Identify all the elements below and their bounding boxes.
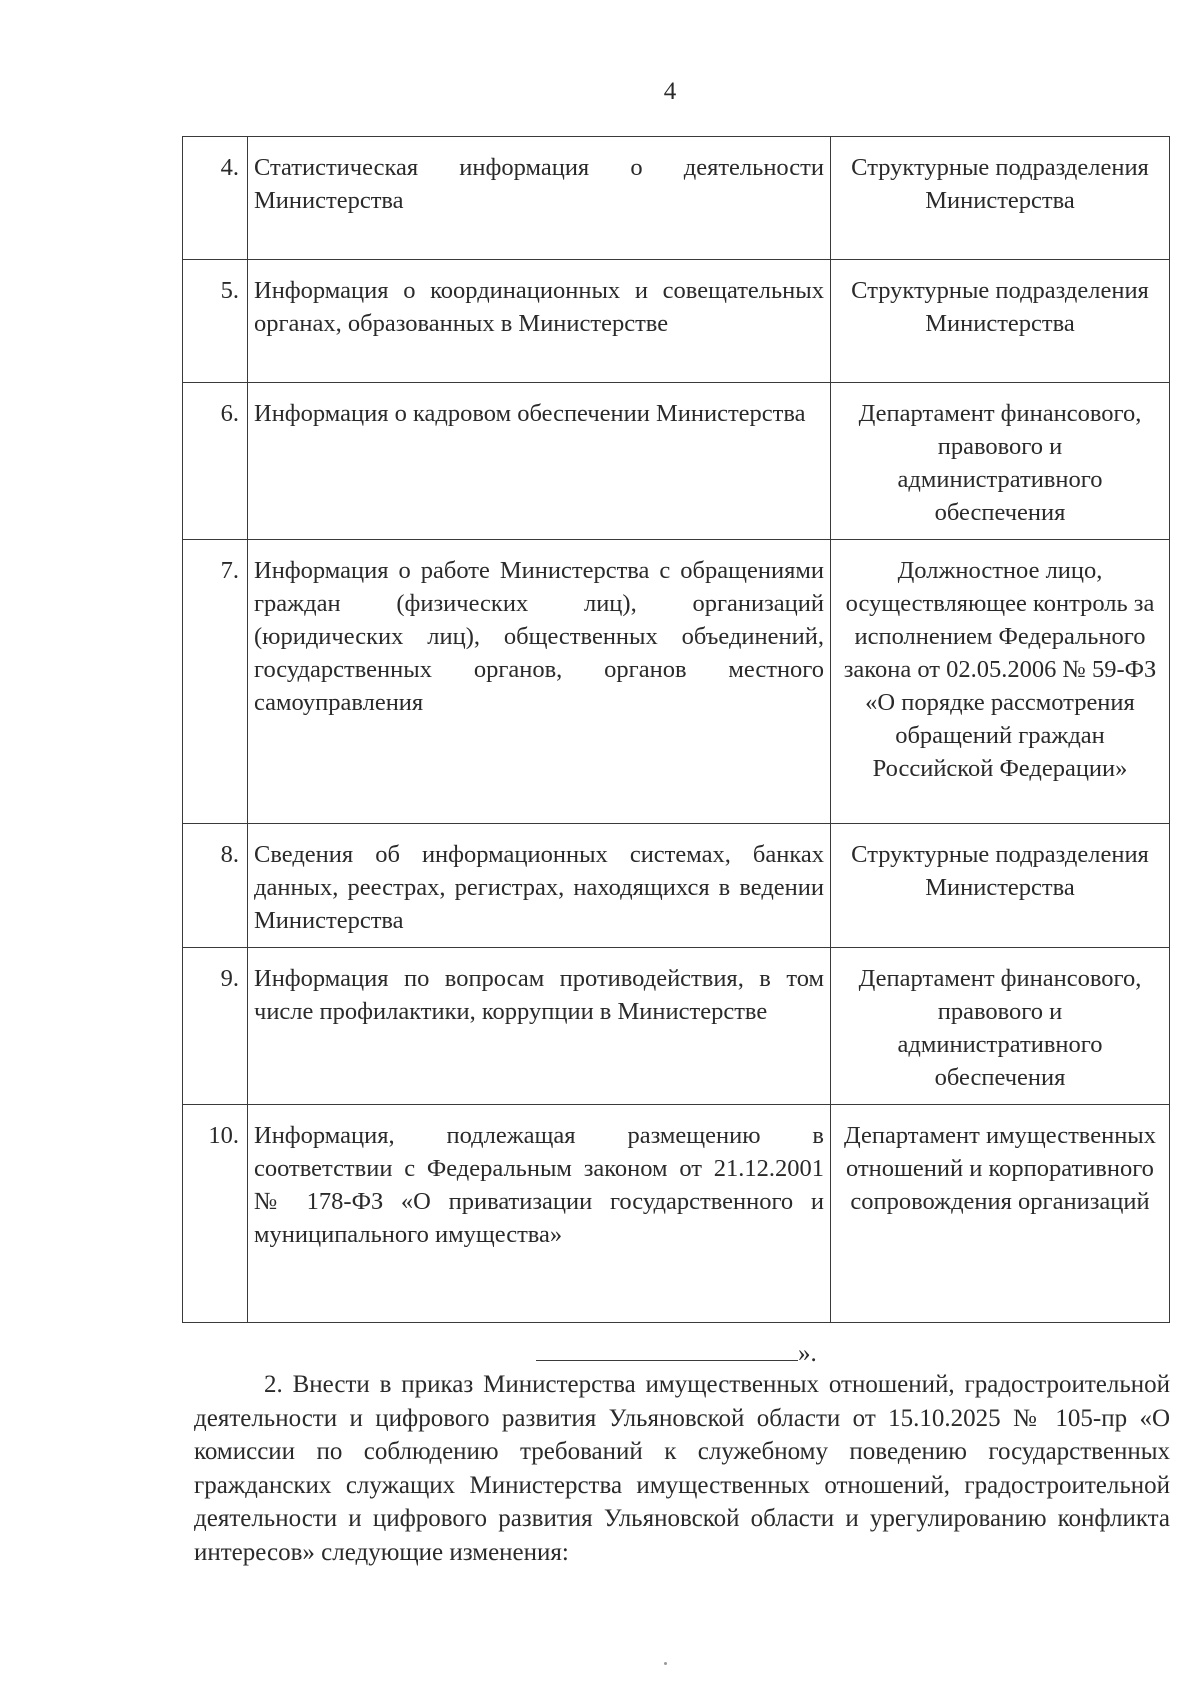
- paragraph-2: 2. Внести в приказ Министерства имущественных отношений, градостроительной деятельности и цифрового развития Ульяновской области от 15.10.2025 № 105-пр «О комиссии по соблюдению требований к служебному поведению государственных гражданских служащих Министерства имущественных отношений, градостроительной деятельности и цифрового развития Ульяновской области и урегулированию конфликта интересов» следующие изменения:: [194, 1371, 1170, 1566]
- table-row: [183, 260, 1170, 383]
- information-table: [182, 136, 1170, 1323]
- row-responsible: Структурные подразделения Министерства: [831, 137, 1170, 260]
- row-description: Информация по вопросам противодействия, в том числе профилактики, коррупции в Министерстве: [248, 948, 831, 1105]
- row-description: Информация о кадровом обеспечении Министерства: [248, 383, 831, 540]
- row-responsible: Департамент финансового, правового и административного обеспечения: [831, 383, 1170, 540]
- row-number: 10.: [183, 1105, 248, 1323]
- row-number: 4.: [183, 137, 248, 260]
- table-row: [183, 948, 1170, 1105]
- row-responsible: Структурные подразделения Министерства: [831, 824, 1170, 948]
- closing-underline: [536, 1340, 798, 1361]
- row-description: Информация, подлежащая размещению в соответствии с Федеральным законом от 21.12.2001 № 178-ФЗ «О приватизации государственного и муниципального имущества»: [248, 1105, 831, 1323]
- row-description: Информация о координационных и совещательных органах, образованных в Министерстве: [248, 260, 831, 383]
- table-row: [183, 1105, 1170, 1323]
- closing-mark: [536, 1340, 817, 1368]
- row-responsible: Департамент имущественных отношений и корпоративного сопровождения организаций: [831, 1105, 1170, 1323]
- row-number: 5.: [183, 260, 248, 383]
- table-row: [183, 137, 1170, 260]
- row-description: Информация о работе Министерства с обращениями граждан (физических лиц), организаций (юридических лиц), общественных объединений, государственных органов, органов местного самоуправления: [248, 540, 831, 824]
- row-number: 6.: [183, 383, 248, 540]
- row-number: 8.: [183, 824, 248, 948]
- page-number: 4: [663, 78, 677, 105]
- row-number: 9.: [183, 948, 248, 1105]
- row-responsible: Департамент финансового, правового и административного обеспечения: [831, 948, 1170, 1105]
- row-responsible: Должностное лицо, осуществляющее контроль за исполнением Федерального закона от 02.05.2006 № 59-ФЗ «О порядке рассмотрения обращений граждан Российской Федерации»: [831, 540, 1170, 824]
- row-description: Статистическая информация о деятельности Министерства: [248, 137, 831, 260]
- table-row: [183, 540, 1170, 824]
- row-description: Сведения об информационных системах, банках данных, реестрах, регистрах, находящихся в ведении Министерства: [248, 824, 831, 948]
- row-responsible: Структурные подразделения Министерства: [831, 260, 1170, 383]
- table-row: [183, 824, 1170, 948]
- closing-quote: ».: [798, 1340, 817, 1367]
- row-number: 7.: [183, 540, 248, 824]
- table-row: [183, 383, 1170, 540]
- scan-artifact: [664, 1662, 667, 1665]
